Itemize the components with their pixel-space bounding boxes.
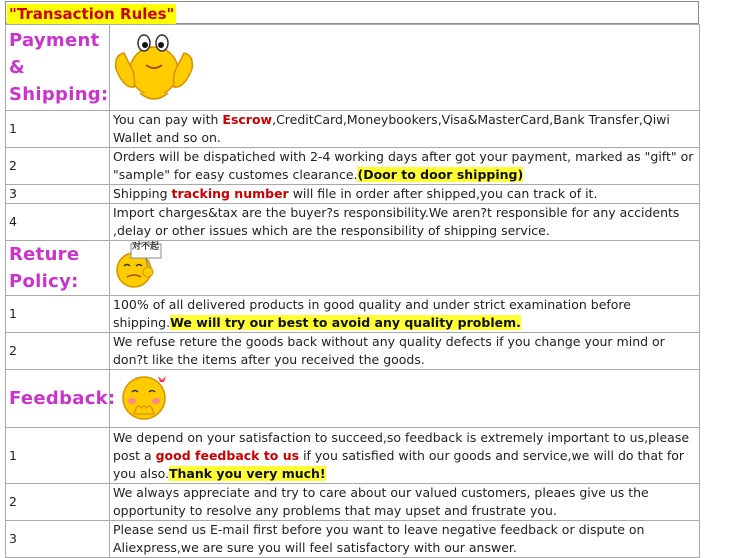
row-number: 2	[6, 148, 110, 185]
row-text: You can pay with Escrow,CreditCard,Moneybookers,Visa&MasterCard,Bank Transfer,Qiwi Wallet and so on.	[110, 111, 700, 148]
row-text: Shipping tracking number will file in order after shipped,you can track of it.	[110, 185, 700, 204]
sorry-sign-text: 对不起	[132, 241, 160, 252]
emphasis-text: tracking number	[171, 186, 289, 201]
label-line: Reture	[9, 244, 80, 265]
row-text: We depend on your satisfaction to succeed,so feedback is extremely important to us,please post a good feedback to us if you satisfied with our goods and service,we will do that for you also.Thank you very much!	[110, 428, 700, 484]
shy-smiley-icon	[118, 370, 172, 422]
row-text: 100% of all delivered products in good quality and under strict examination before shipping.We will try our best to avoid any quality problem.	[110, 296, 700, 333]
table-row	[6, 296, 700, 333]
table-row	[6, 333, 700, 370]
row-number: 2	[6, 333, 110, 370]
section-header-return	[6, 241, 700, 296]
row-number: 1	[6, 428, 110, 484]
row-number: 2	[6, 484, 110, 521]
label-line: Shipping:	[9, 84, 109, 105]
row-number: 3	[6, 521, 110, 558]
rules-table	[5, 24, 700, 558]
row-text: Please send us E-mail first before you want to leave negative feedback or dispute on Aliexpress,we are sure you will feel satisfactory with our answer.	[110, 521, 700, 558]
emphasis-text: good feedback to us	[155, 447, 300, 463]
section-label-feedback	[6, 370, 116, 428]
label-line: Feedback:	[9, 388, 116, 409]
label-line: Payment	[9, 30, 100, 51]
table-row	[6, 521, 700, 558]
section-header-feedback	[6, 370, 700, 428]
row-text: We always appreciate and try to care about our valued customers, pleaes give us the opportunity to resolve any problems that may upset and frustrate you.	[110, 484, 700, 521]
row-text: Import charges&tax are the buyer?s responsibility.We aren?t responsible for any accidents ,delay or other issues which are the responsibility of shipping service.	[110, 204, 700, 241]
highlight-text: We will try our best to avoid any quality problem.	[170, 315, 521, 330]
table-row	[6, 185, 700, 204]
row-text: We refuse reture the goods back without any quality defects if you change your mind or don?t like the items after you received the goods.	[110, 333, 700, 370]
emoji-cell	[110, 25, 700, 111]
page-title: "Transaction Rules"	[9, 5, 175, 23]
table-row	[6, 204, 700, 241]
emoji-cell	[110, 241, 700, 296]
row-number: 4	[6, 204, 110, 241]
transaction-rules-frame	[5, 0, 699, 557]
title-row	[5, 1, 699, 24]
row-text: Orders will be dispatiched with 2-4 working days after got your payment, marked as "gift" or "sample" for easy customes clearance.(Door to door shipping)	[110, 148, 700, 185]
row-number: 3	[6, 185, 110, 204]
table-row	[6, 428, 700, 484]
highlight-text: (Door to door shipping)	[357, 167, 524, 182]
emoji-cell	[110, 370, 700, 428]
table-row	[6, 111, 700, 148]
label-line: Policy:	[9, 271, 79, 292]
section-label-payment	[6, 25, 110, 111]
row-number: 1	[6, 111, 110, 148]
table-row	[6, 148, 700, 185]
table-row	[6, 484, 700, 521]
waving-smiley-icon	[110, 25, 198, 105]
label-line: &	[9, 57, 25, 78]
highlight-text: Thank you very much!	[169, 465, 326, 481]
section-label-return	[6, 241, 110, 296]
section-header-payment	[6, 25, 700, 111]
emphasis-text: Escrow	[222, 112, 273, 127]
row-number: 1	[6, 296, 110, 333]
